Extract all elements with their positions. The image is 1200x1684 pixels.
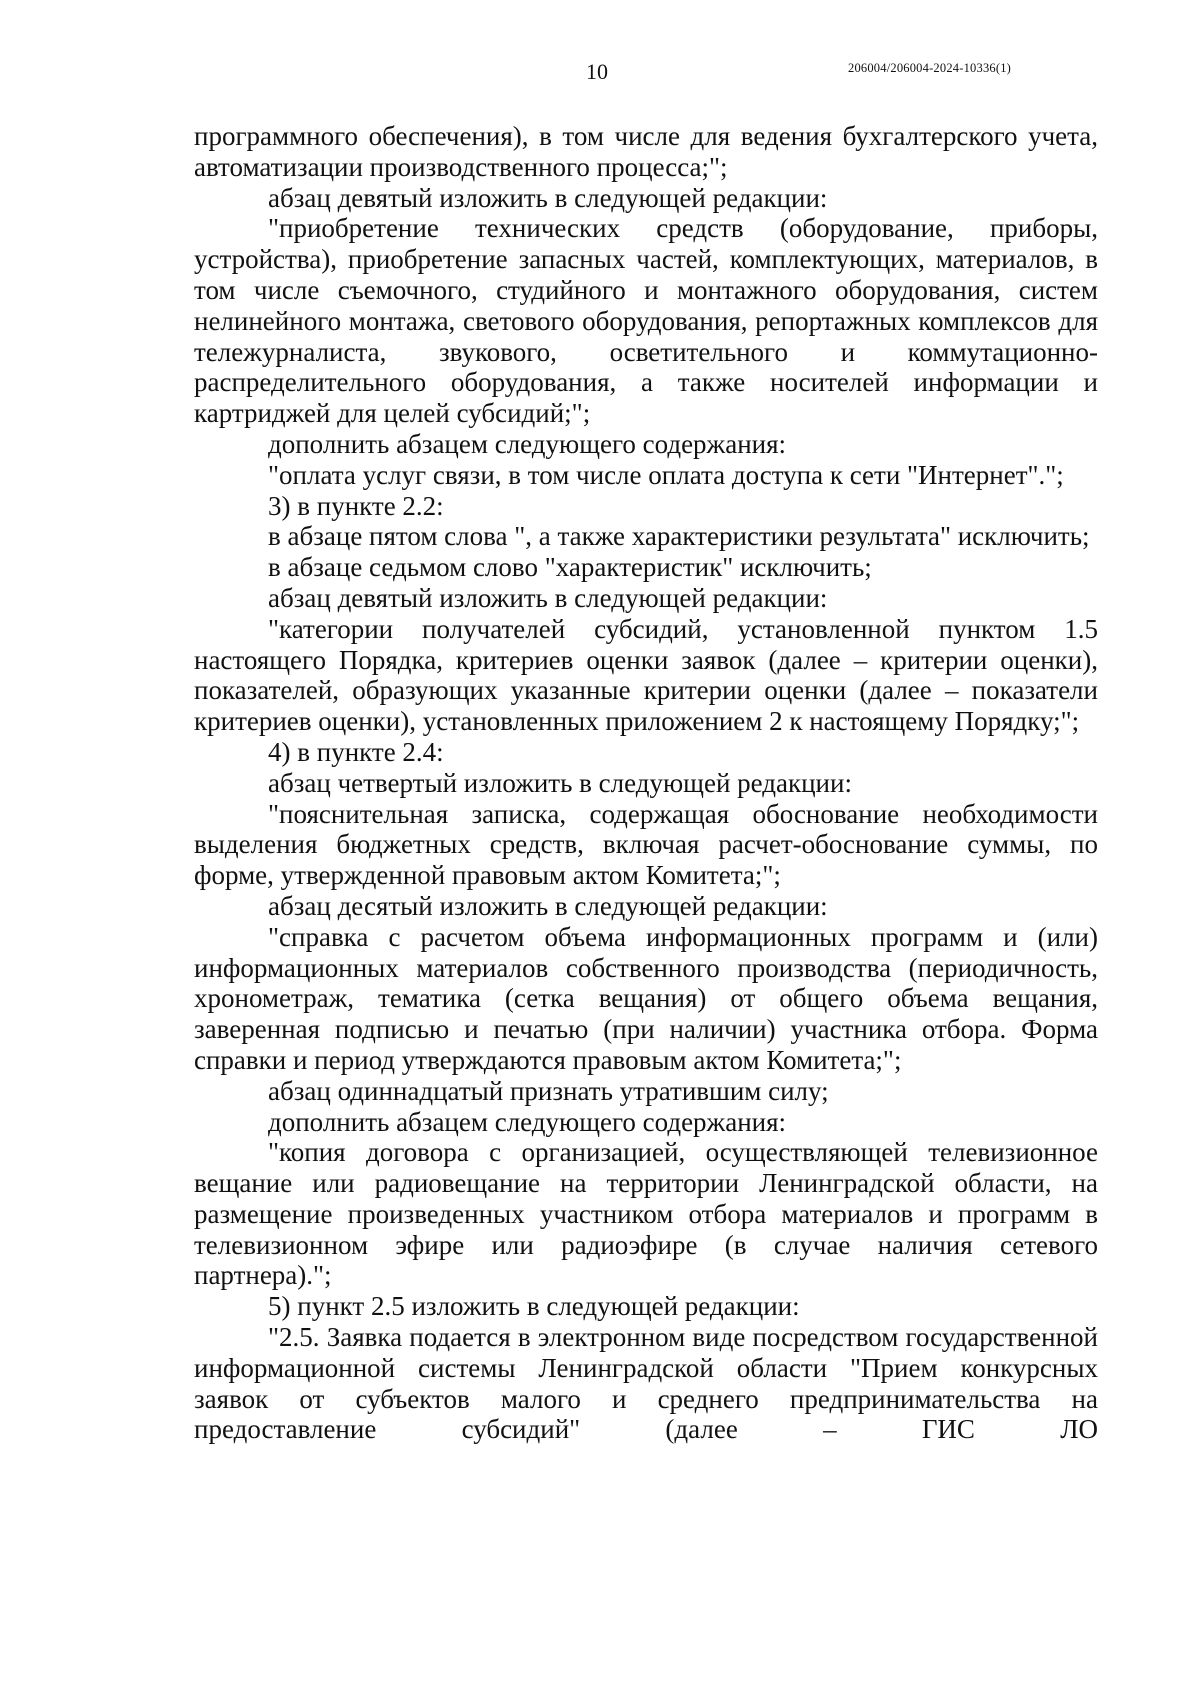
paragraph: "категории получателей субсидий, установленной пунктом 1.5 настоящего Порядка, критериев оценки заявок (далее – критерии оценки), показателей, образующих указанные критерии оценки (далее – показатели критериев оценки), установленных приложением 2 к настоящему Порядку;"; — [194, 613, 1098, 737]
page-number: 10 — [586, 59, 608, 84]
paragraph: абзац девятый изложить в следующей редакции: — [268, 182, 828, 213]
document-id: 206004/206004-2024-10336(1) — [848, 61, 1012, 75]
paragraph: в абзаце седьмом слово "характеристик" исключить; — [268, 552, 872, 583]
paragraph: 5) пункт 2.5 изложить в следующей редакции: — [268, 1291, 800, 1322]
paragraph: абзац одиннадцатый признать утратившим силу; — [268, 1075, 829, 1106]
paragraph: программного обеспечения), в том числе для ведения бухгалтерского учета, автоматизации производственного процесса;"; — [194, 121, 1098, 182]
paragraph: абзац четвертый изложить в следующей редакции: — [268, 767, 852, 798]
paragraph: "2.5. Заявка подается в электронном виде посредством государственной информационной системы Ленинградской области "Прием конкурсных заявок от субъектов малого и среднего предпринимательства на предоставление субсидий" (далее – ГИС ЛО — [194, 1322, 1098, 1445]
paragraph: абзац девятый изложить в следующей редакции: — [268, 582, 828, 613]
paragraph: "справка с расчетом объема информационных программ и (или) информационных материалов собственного производства (периодичность, хронометраж, тематика (сетка вещания) от общего объема вещания, заверенная подписью и печатью (при наличии) участника отбора. Форма справки и период утверждаются правовым актом Комитета;"; — [194, 921, 1098, 1075]
paragraph: в абзаце пятом слова ", а также характеристики результата" исключить; — [268, 521, 1090, 552]
paragraph: 3) в пункте 2.2: — [268, 490, 444, 521]
paragraph: дополнить абзацем следующего содержания: — [268, 428, 787, 459]
paragraph: "пояснительная записка, содержащая обоснование необходимости выделения бюджетных средств, включая расчет-обоснование суммы, по форме, утвержденной правовым актом Комитета;"; — [194, 798, 1098, 891]
paragraph: дополнить абзацем следующего содержания: — [268, 1106, 787, 1137]
paragraph: 4) в пункте 2.4: — [268, 736, 444, 767]
paragraph: "копия договора с организацией, осуществляющей телевизионное вещание или радиовещание на территории Ленинградской области, на размещение произведенных участником отбора материалов и программ в телевизионном эфире или радиоэфире (в случае наличия сетевого партнера)."; — [194, 1137, 1098, 1291]
paragraph: "приобретение технических средств (оборудование, приборы, устройства), приобретение запасных частей, комплектующих, материалов, в том числе съемочного, студийного и монтажного оборудования, систем нелинейного монтажа, светового оборудования, репортажных комплексов для тележурналиста, звукового, осветительного и коммутационно-распределительного оборудования, а также носителей информации и картриджей для целей субсидий;"; — [194, 213, 1098, 429]
paragraph: абзац десятый изложить в следующей редакции: — [268, 890, 828, 921]
paragraph: "оплата услуг связи, в том числе оплата доступа к сети "Интернет"."; — [268, 459, 1064, 490]
document-body — [194, 121, 1098, 1445]
